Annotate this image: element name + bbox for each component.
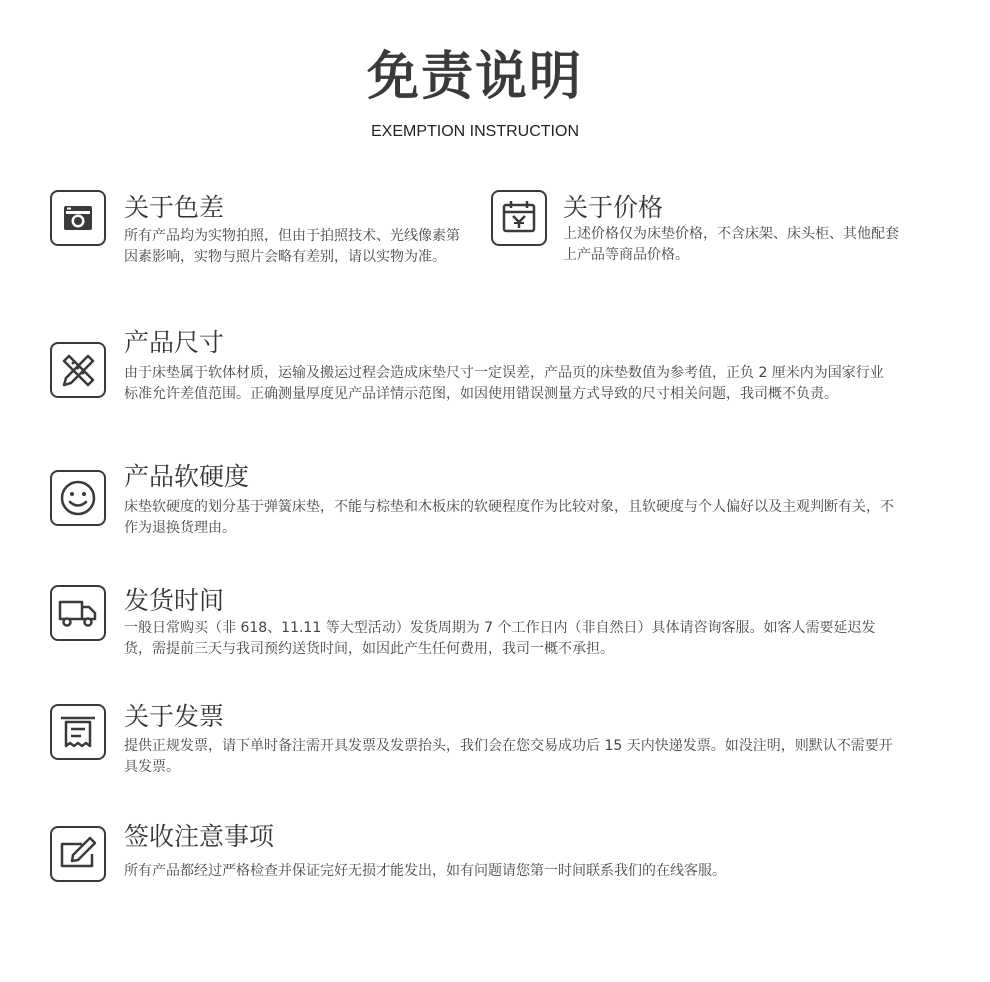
section-text-firmness: 床垫软硬度的划分基于弹簧床垫，不能与棕垫和木板床的软硬程度作为比较对象，且软硬度与个人偏好以及主观判断有关，不作为退换货理由。 [124, 499, 894, 536]
calendar-price-icon [491, 190, 547, 246]
section-title-firmness: 产品软硬度 [124, 462, 250, 491]
section-text-shipping: 一般日常购买（非 618、11.11 等大型活动）发货周期为 7 个工作日内（非自然日）具体请咨询客服。如客人需要延迟发货，需提前三天与我司预约送货时间，如因此产生任何费用，我司一概不承担。 [124, 620, 876, 657]
pencil-ruler-icon [50, 342, 106, 398]
receipt-icon [50, 704, 106, 760]
section-text-size: 由于床垫属于软体材质，运输及搬运过程会造成床垫尺寸一定误差，产品页的床垫数值为参考值，正负 2 厘米内为国家行业标准允许差值范围。正确测量厚度见产品详情示范图，如因使用错误测量方式导致的尺寸相关问题，我司概不负责。 [124, 365, 884, 402]
truck-icon [50, 585, 106, 641]
section-title-shipping: 发货时间 [124, 586, 225, 615]
section-text-signing: 所有产品都经过严格检查并保证完好无损才能发出，如有问题请您第一时间联系我们的在线客服。 [124, 863, 726, 879]
page-subtitle: EXEMPTION INSTRUCTION [370, 123, 579, 140]
section-title-signing: 签收注意事项 [124, 822, 275, 851]
section-text-color: 所有产品均为实物拍照，但由于拍照技术、光线像素第因素影响，实物与照片会略有差别，请以实物为准。 [124, 228, 460, 265]
section-title-color: 关于色差 [124, 193, 225, 222]
section-text-price: 上述价格仅为床垫价格，不含床架、床头柜、其他配套上产品等商品价格。 [563, 226, 899, 263]
section-text-invoice: 提供正规发票，请下单时备注需开具发票及发票抬头，我们会在您交易成功后 15 天内快递发票。如没注明，则默认不需要开具发票。 [124, 738, 893, 775]
page-title: 免责说明 [366, 47, 583, 107]
sign-edit-icon [50, 826, 106, 882]
smiley-icon [50, 470, 106, 526]
section-title-invoice: 关于发票 [124, 702, 225, 731]
section-title-price: 关于价格 [563, 193, 664, 222]
camera-icon [50, 190, 106, 246]
section-title-size: 产品尺寸 [124, 328, 225, 357]
